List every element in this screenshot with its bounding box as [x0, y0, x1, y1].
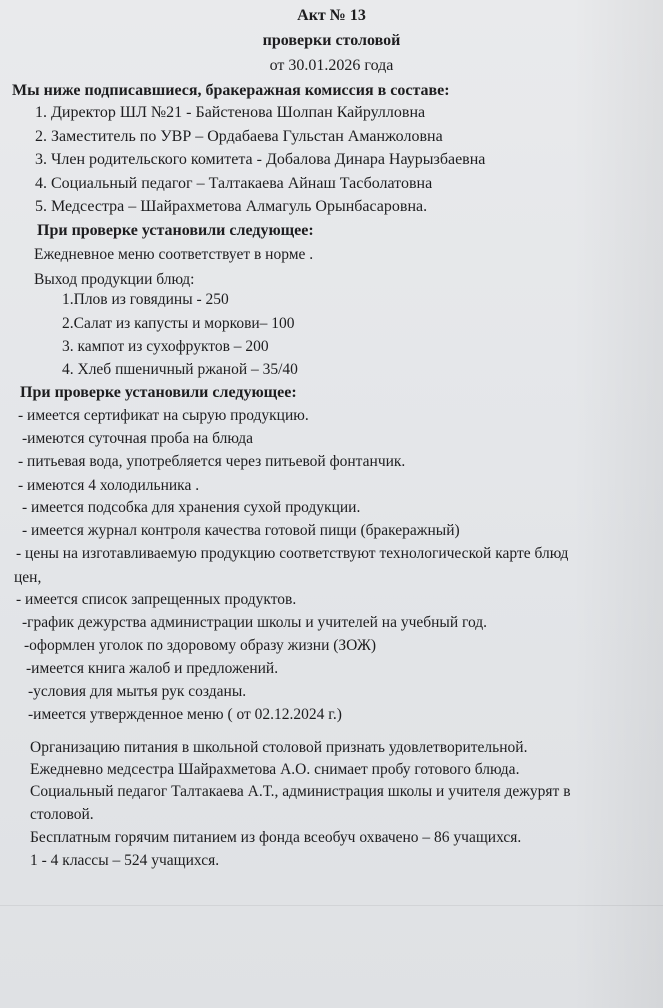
dish-item: 2.Салат из капусты и моркови– 100: [62, 315, 295, 332]
paper-shadow: [573, 0, 663, 1008]
commission-member: 1. Директор ШЛ №21 - Байстенова Шолпан Кайрулловна: [35, 104, 426, 121]
commission-intro: Мы ниже подписавшиеся, бракеражная комиссия в составе:: [12, 82, 450, 99]
finding-item: -имеются суточная проба на блюда: [22, 430, 253, 447]
finding-item: -график дежурства администрации школы и учителей на учебный год.: [22, 614, 488, 631]
paper-fold: [0, 905, 663, 906]
conclusion-line: Ежедневно медсестра Шайрахметова А.О. снимает пробу готового блюда.: [30, 761, 520, 778]
finding-item: -оформлен уголок по здоровому образу жизни (ЗОЖ): [24, 637, 377, 654]
finding-item: -имеется утвержденное меню ( от 02.12.2024 г.): [28, 706, 342, 723]
finding-item: - цены на изготавливаемую продукцию соответствуют технологической карте блюд: [16, 545, 569, 562]
document-date: от 30.01.2026 года: [269, 57, 394, 74]
conclusion-line: столовой.: [30, 806, 94, 823]
inspection-heading-2: При проверке установили следующее:: [20, 384, 297, 401]
finding-item: - имеется подсобка для хранения сухой продукции.: [22, 499, 361, 516]
finding-item: - имеется список запрещенных продуктов.: [16, 591, 297, 608]
menu-note: Ежедневное меню соответствует в норме .: [34, 246, 314, 263]
finding-item: -условия для мытья рук созданы.: [28, 683, 247, 700]
dish-item: 4. Хлеб пшеничный ржаной – 35/40: [62, 361, 298, 378]
inspection-heading: При проверке установили следующее:: [37, 222, 314, 239]
output-label: Выход продукции блюд:: [34, 271, 195, 288]
conclusion-line: Бесплатным горячим питанием из фонда всеобуч охвачено – 86 учащихся.: [30, 829, 522, 846]
dish-item: 3. кампот из сухофруктов – 200: [62, 338, 269, 355]
document-subtitle: проверки столовой: [262, 32, 401, 49]
conclusion-line: Социальный педагог Талтакаева А.Т., администрация школы и учителя дежурят в: [30, 783, 571, 800]
finding-item: - имеется сертификат на сырую продукцию.: [18, 407, 309, 424]
finding-item: - имеется журнал контроля качества готовой пищи (бракеражный): [22, 522, 460, 539]
commission-member: 3. Член родительского комитета - Добалова Динара Наурызбаевна: [35, 151, 486, 168]
dish-item: 1.Плов из говядины - 250: [62, 291, 229, 308]
document-title: Акт № 13: [297, 7, 366, 24]
commission-member: 5. Медсестра – Шайрахметова Алмагуль Орынбасаровна.: [35, 198, 428, 215]
conclusion-line: 1 - 4 классы – 524 учащихся.: [30, 852, 220, 869]
commission-member: 4. Социальный педагог – Талтакаева Айнаш Тасболатовна: [35, 175, 433, 192]
conclusion-line: Организацию питания в школьной столовой признать удовлетворительной.: [30, 739, 528, 756]
finding-item: -имеется книга жалоб и предложений.: [26, 660, 279, 677]
finding-item: - питьевая вода, употребляется через питьевой фонтанчик.: [18, 453, 406, 470]
finding-item: - имеются 4 холодильника .: [18, 477, 200, 494]
finding-item: цен,: [14, 569, 42, 586]
commission-member: 2. Заместитель по УВР – Ордабаева Гульстан Аманжоловна: [35, 128, 443, 145]
